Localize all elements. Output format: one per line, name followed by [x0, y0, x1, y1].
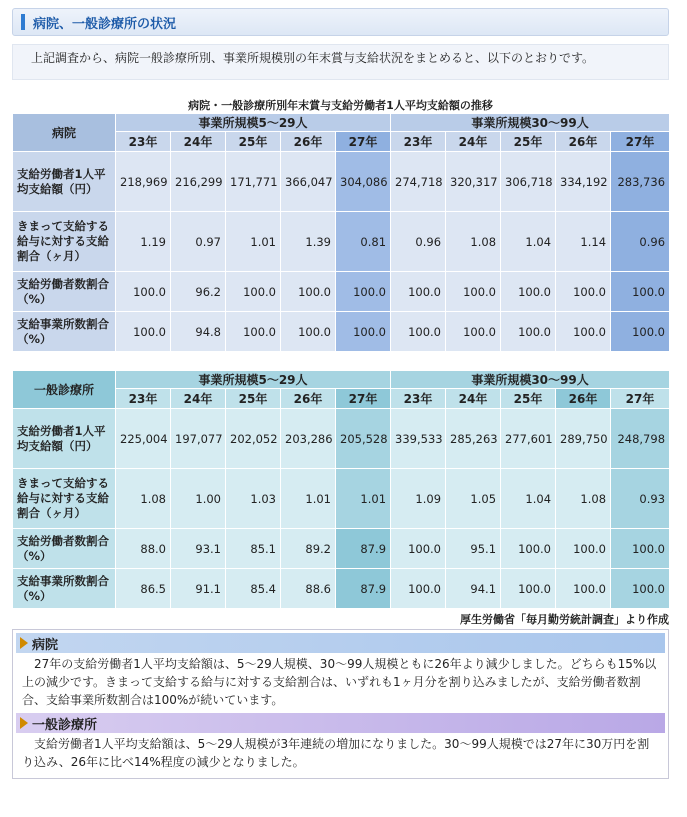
table-cell: 87.9 [336, 569, 391, 609]
year-header: 25年 [226, 132, 281, 152]
table-cell: 100.0 [556, 272, 611, 312]
year-header: 26年 [281, 132, 336, 152]
year-header: 23年 [391, 132, 446, 152]
section-header [12, 8, 669, 36]
hospital-summary [16, 653, 665, 713]
triangle-marker-icon [20, 717, 28, 729]
table-spacer [12, 352, 669, 370]
table-cell: 100.0 [501, 272, 556, 312]
table-cell: 304,086 [336, 152, 391, 212]
hospital-summary-header [16, 633, 665, 653]
table-cell: 334,192 [556, 152, 611, 212]
table-cell: 89.2 [281, 529, 336, 569]
table-cell: 95.1 [446, 529, 501, 569]
table-cell: 1.39 [281, 212, 336, 272]
table-cell: 100.0 [336, 272, 391, 312]
year-header: 24年 [446, 389, 501, 409]
hospital-summary-title: 病院 [32, 637, 59, 653]
table-cell: 85.4 [226, 569, 281, 609]
table-cell: 94.8 [171, 312, 226, 352]
table-cell: 1.00 [171, 469, 226, 529]
table-cell: 100.0 [501, 529, 556, 569]
table-cell: 0.96 [391, 212, 446, 272]
table-cell: 1.04 [501, 212, 556, 272]
year-header: 27年 [611, 389, 670, 409]
table-cell: 100.0 [611, 272, 670, 312]
table-cell: 277,601 [501, 409, 556, 469]
table-cell: 100.0 [391, 312, 446, 352]
table-cell: 87.9 [336, 529, 391, 569]
year-header: 25年 [501, 132, 556, 152]
table-row [13, 272, 670, 312]
table-cell: 100.0 [446, 312, 501, 352]
table-cell: 100.0 [446, 272, 501, 312]
year-header: 24年 [446, 132, 501, 152]
table-cell: 100.0 [116, 272, 171, 312]
year-header: 26年 [556, 389, 611, 409]
row-label: きまって支給する給与に対する支給割合（ヶ月） [13, 212, 116, 272]
table-cell: 1.05 [446, 469, 501, 529]
table-cell: 218,969 [116, 152, 171, 212]
row-label: 支給労働者数割合（%） [13, 529, 116, 569]
table-cell: 88.6 [281, 569, 336, 609]
hospital-summary-text: 27年の支給労働者1人平均支給額は、5～29人規模、30～99人規模ともに26年より減少しました。どちらも15%以上の減少です。きまって支給する給与に対する支給割合は、いずれも1ヶ月分を割り込みましたが、支給労働者数割合、支給事業所数割合は100%が続いています。 [22, 657, 657, 707]
table-cell: 88.0 [116, 529, 171, 569]
table-cell: 100.0 [501, 312, 556, 352]
table-cell: 216,299 [171, 152, 226, 212]
table-cell: 100.0 [226, 272, 281, 312]
table-cell: 100.0 [556, 312, 611, 352]
table-cell: 96.2 [171, 272, 226, 312]
table-row [13, 469, 670, 529]
year-header: 25年 [501, 389, 556, 409]
table-cell: 1.01 [336, 469, 391, 529]
table-cell: 94.1 [446, 569, 501, 609]
table-cell: 100.0 [281, 312, 336, 352]
table-cell: 225,004 [116, 409, 171, 469]
row-label: 支給事業所数割合（%） [13, 569, 116, 609]
table-cell: 100.0 [611, 529, 670, 569]
table-cell: 197,077 [171, 409, 226, 469]
table-cell: 0.96 [611, 212, 670, 272]
year-header: 25年 [226, 389, 281, 409]
source-note: 厚生労働省「毎月勤労統計調査」より作成 [460, 613, 669, 626]
hospital-group-header-small: 事業所規模5～29人 [116, 114, 391, 132]
table-cell: 100.0 [556, 569, 611, 609]
table-cell: 205,528 [336, 409, 391, 469]
table-cell: 100.0 [391, 272, 446, 312]
table-cell: 171,771 [226, 152, 281, 212]
table-cell: 1.01 [281, 469, 336, 529]
hospital-corner-header: 病院 [13, 114, 116, 152]
clinic-table [12, 370, 670, 609]
table-cell: 100.0 [501, 569, 556, 609]
table-row [13, 212, 670, 272]
year-header: 23年 [116, 389, 171, 409]
table-cell: 85.1 [226, 529, 281, 569]
table-cell: 100.0 [336, 312, 391, 352]
summary-box [12, 629, 669, 779]
row-label: 支給事業所数割合（%） [13, 312, 116, 352]
row-label: 支給労働者1人平均支給額（円） [13, 409, 116, 469]
table-cell: 100.0 [611, 569, 670, 609]
clinic-summary [16, 733, 665, 775]
table-cell: 0.97 [171, 212, 226, 272]
hospital-table [12, 113, 670, 352]
section-accent-bar [21, 14, 25, 30]
year-header: 27年 [336, 389, 391, 409]
table-cell: 100.0 [611, 312, 670, 352]
table-row [13, 569, 670, 609]
table-cell: 366,047 [281, 152, 336, 212]
table-cell: 93.1 [171, 529, 226, 569]
table-cell: 100.0 [281, 272, 336, 312]
clinic-summary-header [16, 713, 665, 733]
table-cell: 91.1 [171, 569, 226, 609]
table-cell: 100.0 [391, 529, 446, 569]
table-cell: 1.04 [501, 469, 556, 529]
year-header: 26年 [281, 389, 336, 409]
row-label: 支給労働者1人平均支給額（円） [13, 152, 116, 212]
year-header: 27年 [611, 132, 670, 152]
table-row [13, 529, 670, 569]
intro-text: 上記調査から、病院一般診療所別、事業所規模別の年末賞与支給状況をまとめると、以下のとおりです。 [31, 51, 595, 65]
clinic-group-header-small: 事業所規模5～29人 [116, 371, 391, 389]
clinic-group-header-medium: 事業所規模30～99人 [391, 371, 670, 389]
clinic-corner-header: 一般診療所 [13, 371, 116, 409]
year-header: 23年 [116, 132, 171, 152]
intro-box [12, 44, 669, 80]
table-cell: 285,263 [446, 409, 501, 469]
table-cell: 203,286 [281, 409, 336, 469]
triangle-marker-icon [20, 637, 28, 649]
table-cell: 1.19 [116, 212, 171, 272]
hospital-group-header-medium: 事業所規模30～99人 [391, 114, 670, 132]
table-cell: 283,736 [611, 152, 670, 212]
table-cell: 248,798 [611, 409, 670, 469]
table-row [13, 312, 670, 352]
table-cell: 1.01 [226, 212, 281, 272]
year-header: 26年 [556, 132, 611, 152]
table-cell: 1.08 [116, 469, 171, 529]
table-cell: 100.0 [226, 312, 281, 352]
table-cell: 86.5 [116, 569, 171, 609]
table-cell: 306,718 [501, 152, 556, 212]
table-row [13, 152, 670, 212]
table-cell: 289,750 [556, 409, 611, 469]
table-cell: 100.0 [556, 529, 611, 569]
table-cell: 202,052 [226, 409, 281, 469]
table-cell: 1.14 [556, 212, 611, 272]
year-header: 27年 [336, 132, 391, 152]
table-cell: 0.93 [611, 469, 670, 529]
table-cell: 1.08 [446, 212, 501, 272]
table-caption: 病院・一般診療所別年末賞与支給労働者1人平均支給額の推移 [188, 99, 493, 112]
section-title: 病院、一般診療所の状況 [33, 16, 177, 32]
year-header: 24年 [171, 389, 226, 409]
table-cell: 100.0 [116, 312, 171, 352]
table-cell: 274,718 [391, 152, 446, 212]
clinic-summary-text: 支給労働者1人平均支給額は、5～29人規模が3年連続の増加になりました。30～99人規模では27年に30万円を割り込み、26年に比べ14%程度の減少となりました。 [22, 737, 650, 769]
year-header: 24年 [171, 132, 226, 152]
row-label: きまって支給する給与に対する支給割合（ヶ月） [13, 469, 116, 529]
table-row [13, 409, 670, 469]
row-label: 支給労働者数割合（%） [13, 272, 116, 312]
page-content [12, 8, 669, 779]
table-cell: 100.0 [391, 569, 446, 609]
year-header: 23年 [391, 389, 446, 409]
table-cell: 320,317 [446, 152, 501, 212]
table-cell: 339,533 [391, 409, 446, 469]
clinic-summary-title: 一般診療所 [32, 717, 98, 733]
table-cell: 1.08 [556, 469, 611, 529]
table-cell: 0.81 [336, 212, 391, 272]
table-cell: 1.03 [226, 469, 281, 529]
table-cell: 1.09 [391, 469, 446, 529]
